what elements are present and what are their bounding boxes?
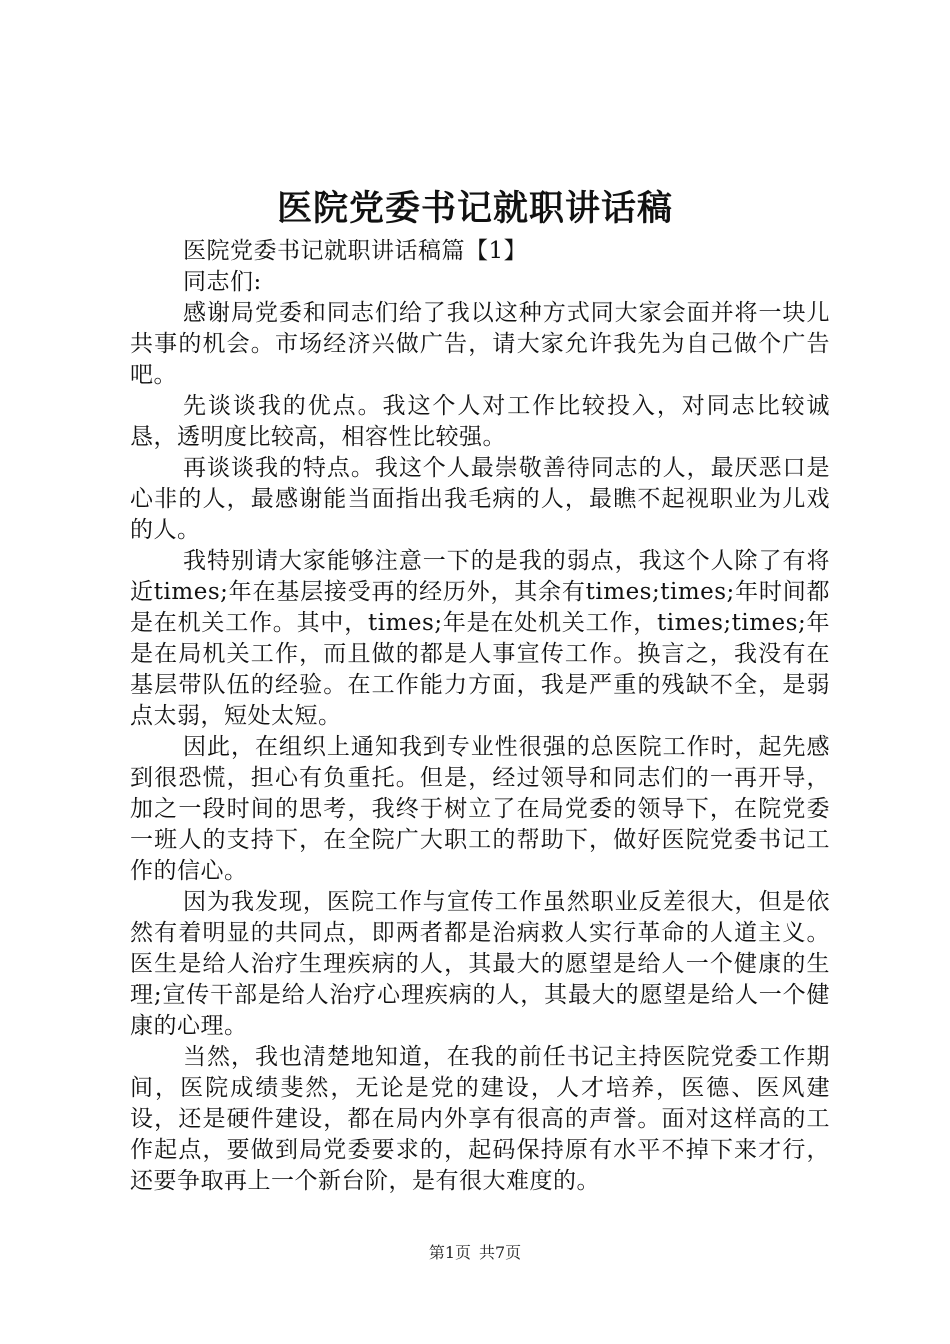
paragraph: 感谢局党委和同志们给了我以这种方式同大家会面并将一块儿共事的机会。市场经济兴做广告，请大家允许我先为自己做个广告吧。 [130,300,830,388]
paragraph: 先谈谈我的优点。我这个人对工作比较投入，对同志比较诚恳，透明度比较高，相容性比较强。 [130,393,830,450]
paragraph: 我特别请大家能够注意一下的是我的弱点，我这个人除了有将近times;年在基层接受再的经历外，其余有times;times;年时间都是在机关工作。其中，times;年是在处机关工作，times;times;年是在局机关工作，而且做的都是人事宣传工作。换言之，我没有在基层带队伍的经验。在工作能力方面，我是严重的残缺不全，是弱点太弱，短处太短。 [130,548,830,729]
page-footer [0,1241,950,1265]
paragraph: 再谈谈我的特点。我这个人最崇敬善待同志的人，最厌恶口是心非的人，最感谢能当面指出我毛病的人，最瞧不起视职业为儿戏的人。 [130,455,830,543]
salutation: 同志们: [183,269,262,295]
paragraph: 因为我发现，医院工作与宣传工作虽然职业反差很大，但是依然有着明显的共同点，即两者都是治病救人实行革命的人道主义。医生是给人治疗生理疾病的人，其最大的愿望是给人一个健康的生理;宣传干部是给人治疗心理疾病的人，其最大的愿望是给人一个健康的心理。 [130,889,830,1039]
document-title: 医院党委书记就职讲话稿 [276,188,673,229]
paragraph: 因此，在组织上通知我到专业性很强的总医院工作时，起先感到很恐慌，担心有负重托。但是，经过领导和同志们的一再开导，加之一段时间的思考，我终于树立了在局党委的领导下，在院党委一班人的支持下，在全院广大职工的帮助下，做好医院党委书记工作的信心。 [130,734,830,884]
paragraph: 当然，我也清楚地知道，在我的前任书记主持医院党委工作期间，医院成绩斐然，无论是党的建设，人才培养，医德、医风建设，还是硬件建设，都在局内外享有很高的声誉。面对这样高的工作起点，要做到局党委要求的，起码保持原有水平不掉下来才行，还要争取再上一个新台阶，是有很大难度的。 [130,1044,830,1194]
page-number: 第1页 [428,1243,471,1262]
section-heading: 医院党委书记就职讲话稿篇【1】 [183,238,528,264]
document-body [130,236,830,1197]
page-total: 共7页 [479,1243,522,1262]
